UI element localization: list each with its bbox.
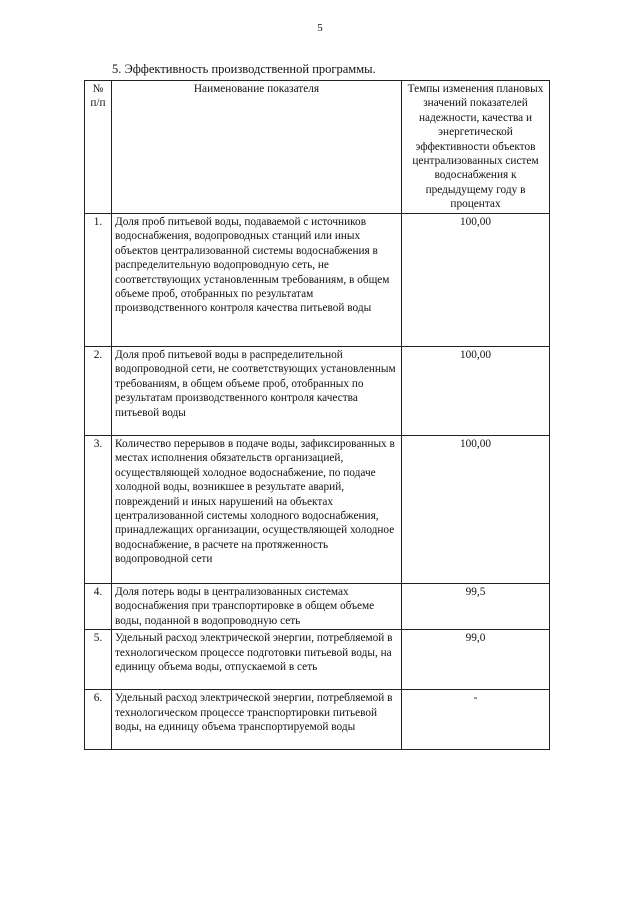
row-value: 100,00 (402, 436, 550, 584)
section-title: 5. Эффективность производственной программы. (112, 62, 376, 76)
table-row (85, 690, 550, 750)
row-indicator-name: Количество перерывов в подаче воды, зафиксированных в местах исполнения обязательств организацией, осуществляющей холодное водоснабжение, по подаче холодной воды, возникшее в результате аварий, повреждений и иных нарушений на объектах централизованной системы холодного водоснабжения, принадлежащих организации, осуществляющей холодное водоснабжение, в расчете на протяженность водопроводной сети (112, 436, 402, 584)
row-number: 4. (85, 584, 112, 630)
row-number: 1. (85, 214, 112, 347)
row-indicator-name: Удельный расход электрической энергии, потребляемой в технологическом процессе транспортировки питьевой воды, на единицу объема транспортируемой воды (112, 690, 402, 750)
row-number: 3. (85, 436, 112, 584)
row-value: 99,5 (402, 584, 550, 630)
row-value: - (402, 690, 550, 750)
table-row (85, 214, 550, 347)
table-row (85, 584, 550, 630)
table-row (85, 630, 550, 690)
row-indicator-name: Удельный расход электрической энергии, потребляемой в технологическом процессе подготовки питьевой воды, на единицу объема воды, отпускаемой в сеть (112, 630, 402, 690)
row-number: 5. (85, 630, 112, 690)
row-number: 2. (85, 347, 112, 436)
row-number: 6. (85, 690, 112, 750)
row-value: 100,00 (402, 347, 550, 436)
row-value: 99,0 (402, 630, 550, 690)
row-indicator-name: Доля потерь воды в централизованных системах водоснабжения при транспортировке в общем объеме воды, поданной в водопроводную сеть (112, 584, 402, 630)
row-value: 100,00 (402, 214, 550, 347)
header-number: № п/п (85, 81, 112, 214)
table-row (85, 436, 550, 584)
page-number: 5 (317, 22, 323, 34)
header-change-rate: Темпы изменения плановых значений показателей надежности, качества и энергетической эффективности объектов централизованных систем водоснабжения к предыдущему году в процентах (402, 81, 550, 214)
table-row (85, 347, 550, 436)
row-indicator-name: Доля проб питьевой воды в распределительной водопроводной сети, не соответствующих установленным требованиям, в общем объеме проб, отобранных по результатам производственного контроля качества питьевой воды (112, 347, 402, 436)
row-indicator-name: Доля проб питьевой воды, подаваемой с источников водоснабжения, водопроводных станций или иных объектов централизованной системы водоснабжения в распределительную водопроводную сеть, не соответствующих установленным требованиям, в общем объеме проб, отобранных по результатам производственного контроля качества питьевой воды (112, 214, 402, 347)
indicators-table (84, 80, 550, 750)
header-indicator-name: Наименование показателя (112, 81, 402, 214)
table-header-row (85, 81, 550, 214)
